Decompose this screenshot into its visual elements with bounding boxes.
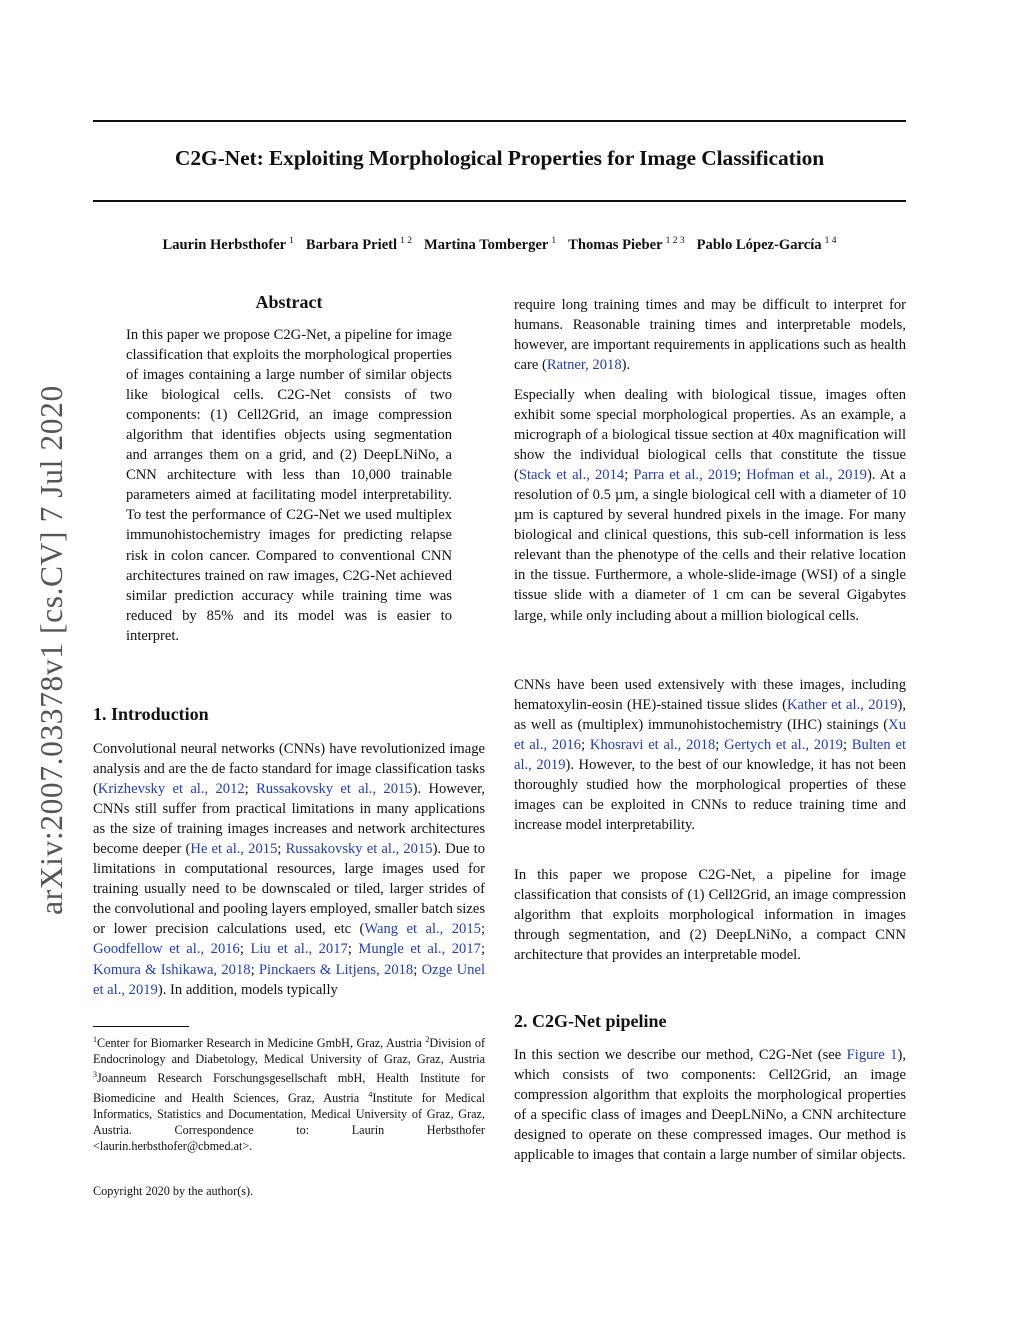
citation-link[interactable]: Parra et al., 2019 [633, 467, 738, 484]
copyright-notice: Copyright 2020 by the author(s). [93, 1184, 254, 1198]
abstract-heading: Abstract [255, 292, 323, 312]
paper-title: C2G-Net: Exploiting Morphological Properties for Image Classification [174, 146, 825, 170]
footnote-marker: 3 [93, 1070, 97, 1080]
author-name: Laurin Herbsthofer $^1$ [162, 236, 294, 253]
citation-link[interactable]: Russakovsky et al., 2015 [256, 781, 413, 798]
author-name: Pablo López-García $^{1 4}$ [696, 236, 837, 253]
footnote-marker: 1 [93, 1035, 97, 1044]
citation-link[interactable]: Xu et al., 2016 [514, 717, 906, 754]
citation-link[interactable]: Figure 1 [846, 1047, 898, 1063]
arxiv-identifier: arXiv:2007.03378v1 [cs.CV] 7 Jul 2020 [34, 385, 69, 915]
affiliation-marker: 1 2 3 [665, 236, 685, 246]
footnote-marker: 2 [425, 1035, 430, 1044]
citation-link[interactable]: Hofman et al., 2019 [746, 467, 867, 484]
affiliation-marker: 1 2 [400, 236, 412, 246]
citation-link[interactable]: Liu et al., 2017 [250, 941, 348, 958]
affiliation-marker: 1 4 [824, 236, 837, 246]
citation-link[interactable]: Bulten et al., 2019 [514, 737, 907, 774]
citation-link[interactable]: Kather et al., 2019 [786, 697, 898, 714]
pipeline-paragraph-1: In this section we describe our method, C2G-Net (see Figure 1), which consists of two components: Cell2Grid, an image compression algorithm that exploits the morphological properties of a specific class of images and DeepLNiNo, a CNN architecture designed to operate on these compressed images. Our method is applicable to images that contain a large number of similar objects. [514, 1047, 906, 1164]
citation-link[interactable]: Khosravi et al., 2018 [589, 737, 716, 754]
intro-paragraph-4: CNNs have been used extensively with these images, including hematoxylin-eosin (HE)-stained tissue slides (Kather et al., 2019), as well as (multiplex) immunohistochemistry (IHC) stainings (Xu et al., 2016; Khosravi et al., 2018; Gertych et al., 2019; Bulten et al., 2019). However, to the best of our knowledge, it has not been thoroughly studied how the morphological properties of these images can be exploited in CNNs to reduce training time and increase model interpretability. [514, 677, 907, 834]
citation-link[interactable]: Gertych et al., 2019 [724, 737, 843, 754]
affiliation-marker: 1 [289, 236, 294, 246]
citation-link[interactable]: Mungle et al., 2017 [358, 941, 481, 958]
section-heading-introduction: 1. Introduction [93, 704, 209, 724]
abstract-text: In this paper we propose C2G-Net, a pipeline for image classification that exploits the morphological properties of images containing a large number of similar objects like biological cells. C2G-Net consists of two components: (1) Cell2Grid, an image compression algorithm that identifies objects using segmentation and arranges them on a grid, and (2) DeepLNiNo, a CNN architecture with less than 10,000 trainable parameters aimed at facilitating model interpretability. To test the performance of C2G-Net we used multiplex immunohistochemistry images for predicting relapse risk in colon cancer. Compared to conventional CNN architectures trained on raw images, C2G-Net achieved similar prediction accuracy while training time was reduced by 85% and its model was is easier to interpret. [126, 327, 452, 644]
citation-link[interactable]: Wang et al., 2015 [364, 921, 481, 938]
author-name: Barbara Prietl $^{1 2}$ [305, 236, 412, 253]
citation-link[interactable]: He et al., 2015 [190, 841, 278, 858]
footnote-marker: 4 [368, 1089, 373, 1099]
citation-link[interactable]: Goodfellow et al., 2016 [93, 941, 240, 958]
intro-paragraph-2: require long training times and may be difficult to interpret for humans. Reasonable training times and interpretable models, however, are important requirements in applications such as health care (Ratner, 2018). [514, 297, 906, 374]
footnote-rule [93, 1026, 189, 1027]
author-name: Thomas Pieber $^{1 2 3}$ [568, 236, 685, 253]
affiliations-footnote: $^1$Center for Biomarker Research in Medicine GmbH, Graz, Austria $^2$Division of Endocrinology and Diabetology, Medical University of Graz, Graz, Austria $^3$Joanneum Research Forschungsgesellschaft mbH, Health Institute for Biomedicine and Health Sciences, Graz, Austria $^4$Institute for Medical Informatics, Statistics and Documentation, Medical University of Graz, Graz, Austria. Correspondence to: Laurin Herbsthofer <laurin.herbsthofer@cbmed.at>. [93, 1035, 485, 1154]
intro-paragraph-1: Convolutional neural networks (CNNs) have revolutionized image analysis and are the de facto standard for image classification tasks (Krizhevsky et al., 2012; Russakovsky et al., 2015). However, CNNs still suffer from practical limitations in many applications as the size of training images increases and network architectures become deeper (He et al., 2015; Russakovsky et al., 2015). Due to limitations in computational resources, large images used for training usually need to be downscaled or tiled, larger strides of the convolutional and pooling layers employed, smaller batch sizes or lower precision calculations used, etc (Wang et al., 2015; Goodfellow et al., 2016; Liu et al., 2017; Mungle et al., 2017; Komura & Ishikawa, 2018; Pinckaers & Litjens, 2018; Ozge Unel et al., 2019). In addition, models typically [93, 741, 486, 998]
citation-link[interactable]: Ozge Unel et al., 2019 [93, 961, 486, 998]
citation-link[interactable]: Krizhevsky et al., 2012 [97, 781, 245, 798]
author-list [93, 236, 906, 254]
citation-link[interactable]: Pinckaers & Litjens, 2018 [258, 961, 414, 978]
affiliation-marker: 1 [551, 236, 557, 246]
section-heading-pipeline: 2. C2G-Net pipeline [514, 1011, 667, 1031]
citation-link[interactable]: Stack et al., 2014 [518, 467, 625, 484]
citation-link[interactable]: Komura & Ishikawa, 2018 [93, 961, 251, 978]
intro-paragraph-5: In this paper we propose C2G-Net, a pipeline for image classification that consists of (1) Cell2Grid, an image compression algorithm that exploits morphological information in images through segmentation, and (2) DeepLNiNo, a compact CNN architecture that provides an interpretable model. [514, 867, 906, 964]
title-top-rule [93, 120, 906, 122]
citation-link[interactable]: Ratner, 2018 [546, 357, 622, 374]
intro-paragraph-3: Especially when dealing with biological tissue, images often exhibit some special morphological properties. As an example, a micrograph of a biological tissue section at 40x magnification will show the individual biological cells that constitute the tissue (Stack et al., 2014; Parra et al., 2019; Hofman et al., 2019). At a resolution of 0.5 µm, a single biological cell with a diameter of 10 µm is captured by several hundred pixels in the image. For many biological and clinical questions, this sub-cell information is less relevant than the phenotype of the cells and their relative location in the tissue. Furthermore, a whole-slide-image (WSI) of a single tissue slide with a diameter of 1 cm can be several Gigabytes large, while only including about a million biological cells. [514, 387, 906, 624]
title-bottom-rule [93, 200, 906, 202]
citation-link[interactable]: Russakovsky et al., 2015 [285, 841, 433, 858]
author-name: Martina Tomberger $^1$ [423, 236, 557, 253]
